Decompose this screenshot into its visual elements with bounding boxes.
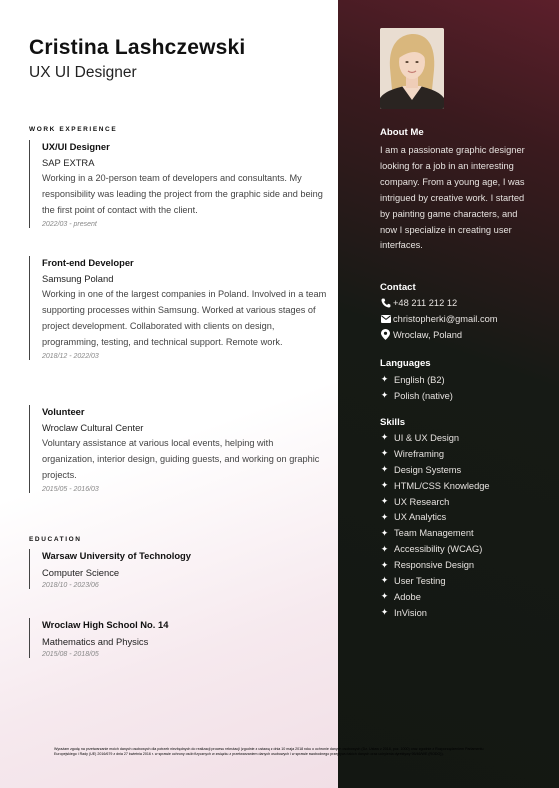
about-text: I am a passionate graphic designer looking for a job in an interesting company. From a young age, I was intrigued by creative work. I started by painting game characters, and now I specialize in creating user interfaces. xyxy=(380,145,525,251)
skill-item: ✦ UI & UX Design xyxy=(380,432,460,443)
job-title: Volunteer xyxy=(42,406,85,417)
skill-item: ✦ User Testing xyxy=(380,575,446,586)
languages-list xyxy=(380,372,453,404)
job-dates: 2022/03 - present xyxy=(42,221,97,228)
languages-heading: Languages xyxy=(380,358,431,369)
contact-location xyxy=(380,329,462,340)
phone-number[interactable]: +48 211 212 12 xyxy=(393,297,458,308)
skill-item: ✦ UX Research xyxy=(380,496,450,507)
sparkle-icon: ✦ xyxy=(380,432,389,443)
candidate-role: UX UI Designer xyxy=(29,64,137,81)
school-dates: 2015/08 - 2018/05 xyxy=(42,651,99,658)
work-entry xyxy=(29,405,329,493)
education-heading: EDUCATION xyxy=(29,536,82,543)
skill-item: ✦ HTML/CSS Knowledge xyxy=(380,480,490,491)
sparkle-icon: ✦ xyxy=(380,527,389,538)
email-address[interactable]: christopherki@gmail.com xyxy=(393,313,498,324)
profile-photo xyxy=(380,28,444,109)
sparkle-icon: ✦ xyxy=(380,464,389,475)
gdpr-consent-clause: Wyrażam zgodę na przetwarzanie moich danych osobowych dla potrzeb niezbędnych do realizacji procesu rekrutacji (zgodnie z ustawą z dnia 10 maja 2018 roku o ochronie danych osobowych (Dz. Ustaw z 2018, poz. 1000) oraz zgodnie z Rozporządzeniem Parlamentu Europejskiego i Rady (UE) 2016/679 z dnia 27 kwietnia 2016 r. w sprawie ochrony osób fizycznych w związku z przetwarzaniem danych osobowych i w sprawie swobodnego przepływu takich danych oraz uchylenia dyrektywy 95/46/WE (RODO)). xyxy=(54,747,484,756)
sparkle-icon: ✦ xyxy=(380,511,389,522)
map-pin-icon xyxy=(380,329,391,340)
school-field: Computer Science xyxy=(42,567,120,578)
sparkle-icon: ✦ xyxy=(380,559,389,570)
work-entry xyxy=(29,140,329,228)
school-name: Wroclaw High School No. 14 xyxy=(42,619,169,630)
sparkle-icon: ✦ xyxy=(380,591,389,602)
work-entry xyxy=(29,256,329,360)
job-dates: 2015/05 - 2016/03 xyxy=(42,486,99,493)
language-item: ✦ Polish (native) xyxy=(380,390,453,401)
contact-heading: Contact xyxy=(380,282,416,293)
sparkle-icon: ✦ xyxy=(380,496,389,506)
school-field: Mathematics and Physics xyxy=(42,636,149,647)
school-dates: 2018/10 - 2023/06 xyxy=(42,582,99,589)
skill-item: ✦ Wireframing xyxy=(380,448,445,459)
contact-phone xyxy=(380,297,457,308)
sparkle-icon: ✦ xyxy=(380,390,389,401)
school-name: Warsaw University of Technology xyxy=(42,550,191,561)
job-description: Working in a 20-person team of developers and consultants. My responsibility was leading the project from the graphic side and being the first point of contact with the client. xyxy=(42,173,323,215)
skill-item: ✦ Design Systems xyxy=(380,464,462,475)
skills-list xyxy=(380,430,490,621)
skill-item: ✦ Accessibility (WCAG) xyxy=(380,543,483,555)
candidate-name: Cristina Lashczewski xyxy=(29,36,246,59)
about-heading: About Me xyxy=(380,127,424,138)
skill-item: ✦ Team Management xyxy=(380,527,474,539)
job-company: SAP EXTRA xyxy=(42,157,95,168)
skill-item: ✦ UX Analytics xyxy=(380,511,447,523)
work-experience-heading: WORK EXPERIENCE xyxy=(29,126,118,133)
skill-item: ✦ Adobe xyxy=(380,591,421,602)
phone-icon xyxy=(380,297,391,308)
job-description: Voluntary assistance at various local events, helping with organization, interior design, guiding guests, and working on graphic projects. xyxy=(42,438,320,480)
contact-email xyxy=(380,313,498,324)
job-title: Front-end Developer xyxy=(42,257,134,268)
skill-item: ✦ InVision xyxy=(380,607,427,618)
sparkle-icon: ✦ xyxy=(380,575,389,586)
education-entry xyxy=(29,549,329,589)
job-title: UX/UI Designer xyxy=(42,141,110,152)
envelope-icon xyxy=(380,313,391,324)
job-company: Samsung Poland xyxy=(42,273,114,284)
language-item: ✦ English (B2) xyxy=(380,374,445,385)
sparkle-icon: ✦ xyxy=(380,607,389,618)
job-dates: 2018/12 - 2022/03 xyxy=(42,353,99,360)
job-description: Working in one of the largest companies in Poland. Involved in a team supporting processes within Samsung. Worked at various stages of project development. Collaborated with clients on design, programming, testing, and technical support. Remote work. xyxy=(42,289,327,347)
sparkle-icon: ✦ xyxy=(380,448,389,459)
education-entry xyxy=(29,618,329,658)
skills-heading: Skills xyxy=(380,417,406,428)
skill-item: ✦ Responsive Design xyxy=(380,559,475,571)
sparkle-icon: ✦ xyxy=(380,374,389,385)
sparkle-icon: ✦ xyxy=(380,543,389,554)
location-text: Wroclaw, Poland xyxy=(393,329,463,340)
job-company: Wroclaw Cultural Center xyxy=(42,422,144,433)
sparkle-icon: ✦ xyxy=(380,480,389,491)
